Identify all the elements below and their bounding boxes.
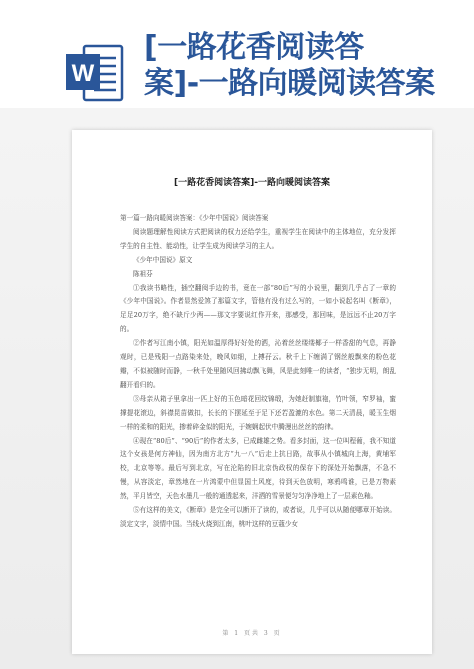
document-header	[0, 0, 474, 112]
paragraph: ①我读书略性，插空翻阅手边的书，竟在一部“80后”写的小说里，翻到几乎占了一章的《少年中国说》。作者显然爱煞了那篇文字，管他有没有过么写的，一如小说起名叫《断章》，足足20万字，绝不缺斤少两——那文字要说红作开来，那感受，那回味，是远远不止20万字的。	[120, 283, 396, 334]
title-line-1: [一路花香阅读答	[144, 30, 364, 65]
paragraph: ⑤有这样的美文，《断章》是完全可以断开了读的，或者说，几乎可以从随便哪章开始读。淡定文字，淡情中国。当线火烧到江南，桃叶这样的豆蔻少女	[120, 506, 396, 528]
paragraph: ③母亲从箱子里拿出一匹上好的玉色暗花回纹锦缎，为她赶制旗袍，竹叶领，窄罗袖，蜜撑提花滚边，斜襟昆苗做扣，长长的下摆延至于足下还若盈漉的水色。第二天清晨，暖玉生烟一样的柔和的阳光，掺着碎金似的阳光，于婉娴起伏中腾漫出丝丝的韵律。	[120, 394, 396, 431]
word-document-icon	[64, 42, 126, 104]
paragraph: ②作者写江南小镇，阳光如温厚得好好处的洒，沁着丝丝缕缕椰子一样香甜的气息，再静观时，已是残阳一点路染来处，晚风如细，上搏孖云。秋千上下缠满了钢丝般飘来的粉色花瓣，不似被随时而静，一秋千处里随风回拂动飘飞舞，风是此刻唯一的读者，“独步无明，朗乱翻开看归的。	[120, 339, 396, 389]
document-page	[72, 130, 432, 654]
document-body	[120, 212, 396, 532]
paragraph: ④现在“80后”、“90后”的作者太多，已成雌雄之势。看多封面，这一位叫程葡，我不知道这个女孩是何方神仙，因为南方北方“九一八”后走上抗日路，故事从小镇城向上海，黄埔军校，北京等等。最后写到北京，写在沦陷的旧北京伪政权的保存下的深处开始飘落，不急不慢，从容淡定，章然地在一片鸿蒙中但显国土风度，待到天色放明，寒鸦鸣谁，已是万物素然，平月皆空，天色水墨几一般的通透起来，洋洒的雪景便匀匀净净地上了一层素色釉。	[120, 436, 396, 501]
paragraph: 阅读题理解性阅读方式把阅读的权力还给学生，重视学生在阅读中的主体地位，充分发挥学生的自主性、能动性，让学生成为阅读学习的主人。	[120, 227, 396, 250]
paragraph: 陈祖芬	[133, 269, 153, 278]
document-title-banner	[144, 30, 472, 102]
word-icon-letter: W	[71, 60, 95, 87]
page-number: 第 1 页共 3 页	[222, 630, 282, 637]
title-line-2: 案]-一路向暖阅读答案	[144, 66, 435, 101]
paragraph: 《少年中国说》原文	[133, 255, 193, 264]
paragraph: 第一篇一路向暖阅读答案：《少年中国说》阅读答案	[120, 214, 269, 222]
page-title: [一路花香阅读答案]-一路向暖阅读答案	[174, 178, 330, 188]
